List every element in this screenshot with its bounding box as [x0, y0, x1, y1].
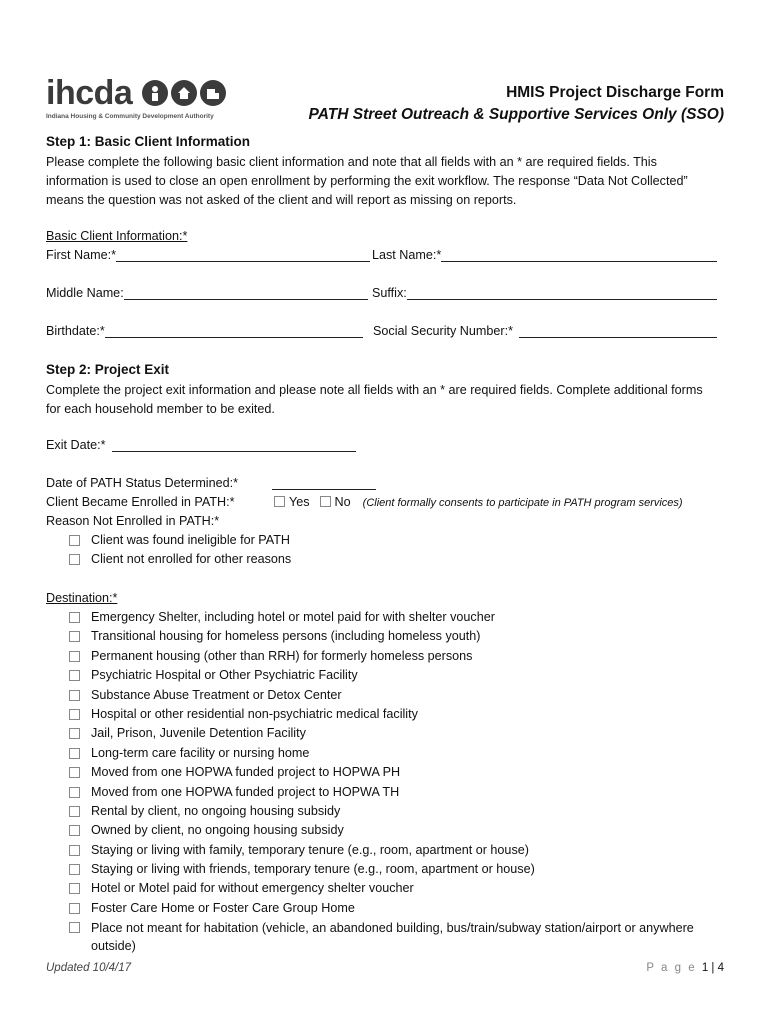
- first-name-label: First Name:*: [46, 248, 116, 262]
- path-status-date-blank[interactable]: [272, 476, 376, 490]
- destination-option[interactable]: [69, 744, 729, 763]
- checkbox[interactable]: [69, 748, 80, 759]
- checkbox[interactable]: [69, 767, 80, 778]
- middle-name-label: Middle Name:: [46, 286, 124, 300]
- last-name-field[interactable]: [372, 248, 717, 262]
- destination-options: [69, 608, 729, 955]
- middle-name-blank[interactable]: [124, 286, 368, 300]
- destination-option[interactable]: [69, 783, 729, 802]
- form-subtitle: PATH Street Outreach & Supportive Services Only (SSO): [308, 106, 724, 123]
- first-name-blank[interactable]: [116, 248, 370, 262]
- suffix-field[interactable]: [372, 286, 717, 300]
- birthdate-label: Birthdate:*: [46, 324, 105, 338]
- step2-para-line: for each household member to be exited.: [46, 402, 275, 417]
- yes-checkbox[interactable]: [274, 496, 285, 507]
- destination-option[interactable]: [69, 860, 729, 879]
- checkbox[interactable]: [69, 883, 80, 894]
- page-word: P a g e: [646, 962, 697, 974]
- yes-label: Yes: [289, 495, 310, 509]
- checkbox[interactable]: [69, 922, 80, 933]
- checkbox[interactable]: [69, 535, 80, 546]
- logo-subtitle: Indiana Housing & Community Development Authority: [46, 113, 214, 120]
- checkbox[interactable]: [69, 728, 80, 739]
- exit-date-row: [46, 438, 718, 456]
- person-icon: [142, 80, 168, 106]
- destination-option-label: Jail, Prison, Juvenile Detention Facility: [91, 726, 306, 741]
- checkbox[interactable]: [69, 670, 80, 681]
- enrolled-note: (Client formally consents to participate in PATH program services): [362, 497, 683, 509]
- last-name-blank[interactable]: [441, 248, 717, 262]
- reason-option[interactable]: [69, 531, 729, 550]
- reason-option[interactable]: [69, 550, 729, 569]
- reason-options: [69, 531, 729, 570]
- form-title: HMIS Project Discharge Form: [506, 84, 724, 101]
- destination-option[interactable]: [69, 647, 729, 666]
- destination-option-label: Emergency Shelter, including hotel or motel paid for with shelter voucher: [91, 610, 495, 624]
- checkbox[interactable]: [69, 825, 80, 836]
- step2-heading: Step 2: Project Exit: [46, 362, 170, 377]
- checkbox[interactable]: [69, 845, 80, 856]
- destination-option[interactable]: [69, 686, 729, 705]
- destination-option[interactable]: [69, 879, 729, 898]
- logo-wordmark: ihcda: [46, 74, 133, 112]
- step1-instructions: [46, 153, 736, 211]
- checkbox[interactable]: [69, 554, 80, 565]
- birthdate-blank[interactable]: [105, 324, 363, 338]
- destination-option[interactable]: [69, 666, 729, 685]
- logo-icons: [142, 80, 226, 106]
- suffix-label: Suffix:: [372, 286, 407, 300]
- destination-option-label: Moved from one HOPWA funded project to HOPWA TH: [91, 784, 400, 799]
- path-status-row: [46, 476, 718, 494]
- step2-para-line: Complete the project exit information and please note all fields with an * are required fields. Complete additional forms: [46, 383, 703, 397]
- enrolled-row: [46, 495, 718, 513]
- path-status-label: Date of PATH Status Determined:*: [46, 476, 239, 490]
- middle-name-field[interactable]: [46, 286, 368, 300]
- last-name-label: Last Name:*: [372, 248, 442, 262]
- ssn-field[interactable]: [373, 324, 717, 338]
- step2-instructions: [46, 381, 736, 419]
- destination-option-label: Transitional housing for homeless persons (including homeless youth): [91, 629, 481, 644]
- destination-option[interactable]: [69, 919, 729, 955]
- destination-option-label: Staying or living with family, temporary tenure (e.g., room, apartment or house): [91, 842, 529, 857]
- destination-option[interactable]: [69, 705, 729, 724]
- ssn-blank[interactable]: [519, 324, 717, 338]
- name-row: [46, 248, 718, 266]
- step1-heading: Step 1: Basic Client Information: [46, 134, 251, 149]
- destination-option-label: Long-term care facility or nursing home: [91, 745, 310, 760]
- birthdate-field[interactable]: [46, 324, 363, 338]
- step1-para-line: means the question was not asked of the client and will report as missing on reports.: [46, 193, 517, 208]
- destination-label: Destination:*: [46, 591, 118, 605]
- enrolled-no-option[interactable]: [320, 495, 351, 509]
- destination-option-label: Foster Care Home or Foster Care Group Home: [91, 900, 355, 915]
- checkbox[interactable]: [69, 651, 80, 662]
- exit-date-field[interactable]: [46, 438, 356, 452]
- page-number: [646, 962, 724, 974]
- step1-para-line: information is used to close an open enrollment by performing the exit workflow. The response “Data Not Collected”: [46, 174, 688, 189]
- enrolled-label: Client Became Enrolled in PATH:*: [46, 495, 235, 509]
- destination-option[interactable]: [69, 899, 729, 918]
- destination-option-label: Permanent housing (other than RRH) for formerly homeless persons: [91, 648, 473, 663]
- exit-date-label: Exit Date:*: [46, 438, 106, 452]
- checkbox[interactable]: [69, 806, 80, 817]
- destination-option-label: Substance Abuse Treatment or Detox Center: [91, 687, 342, 702]
- path-status-date-field[interactable]: [272, 476, 376, 490]
- enrolled-yes-option[interactable]: [274, 495, 310, 509]
- destination-option-label: Moved from one HOPWA funded project to HOPWA PH: [91, 765, 401, 780]
- middle-row: [46, 286, 718, 304]
- ssn-label: Social Security Number:*: [373, 324, 513, 338]
- checkbox[interactable]: [69, 631, 80, 642]
- building-icon: [200, 80, 226, 106]
- basic-info-label: Basic Client Information:*: [46, 229, 188, 243]
- step1-para-line: Please complete the following basic client information and note that all fields with an * are required fields. This: [46, 155, 657, 169]
- destination-option[interactable]: [69, 802, 729, 821]
- checkbox[interactable]: [69, 690, 80, 701]
- no-checkbox[interactable]: [320, 496, 331, 507]
- checkbox[interactable]: [69, 787, 80, 798]
- destination-option[interactable]: [69, 763, 729, 782]
- checkbox[interactable]: [69, 903, 80, 914]
- birth-row: [46, 324, 718, 342]
- destination-option[interactable]: [69, 608, 729, 627]
- destination-option[interactable]: [69, 821, 729, 840]
- reason-label: Reason Not Enrolled in PATH:*: [46, 514, 220, 528]
- checkbox[interactable]: [69, 612, 80, 623]
- checkbox[interactable]: [69, 709, 80, 720]
- destination-option-label: Staying or living with friends, temporary tenure (e.g., room, apartment or house): [91, 862, 535, 877]
- destination-option-label: Hospital or other residential non-psychiatric medical facility: [91, 706, 418, 721]
- house-icon: [171, 80, 197, 106]
- destination-option[interactable]: [69, 627, 729, 646]
- destination-option[interactable]: [69, 724, 729, 743]
- destination-option-label: Place not meant for habitation (vehicle, an abandoned building, bus/train/subway station/airport or anywhere outside): [91, 921, 694, 954]
- destination-option-label: Owned by client, no ongoing housing subsidy: [91, 823, 344, 838]
- reason-option-label: Client not enrolled for other reasons: [91, 552, 292, 567]
- suffix-blank[interactable]: [407, 286, 717, 300]
- reason-option-label: Client was found ineligible for PATH: [91, 533, 291, 547]
- first-name-field[interactable]: [46, 248, 370, 262]
- ihcda-logo: [46, 76, 236, 124]
- destination-option-label: Psychiatric Hospital or Other Psychiatric Facility: [91, 668, 358, 683]
- destination-option-label: Hotel or Motel paid for without emergency shelter voucher: [91, 881, 414, 896]
- exit-date-blank[interactable]: [112, 438, 356, 452]
- destination-option[interactable]: [69, 841, 729, 860]
- destination-option-label: Rental by client, no ongoing housing subsidy: [91, 803, 341, 818]
- no-label: No: [334, 495, 351, 509]
- updated-date: Updated 10/4/17: [46, 962, 132, 974]
- page-count: 1 | 4: [701, 962, 724, 974]
- enrolled-options: [274, 495, 683, 509]
- checkbox[interactable]: [69, 864, 80, 875]
